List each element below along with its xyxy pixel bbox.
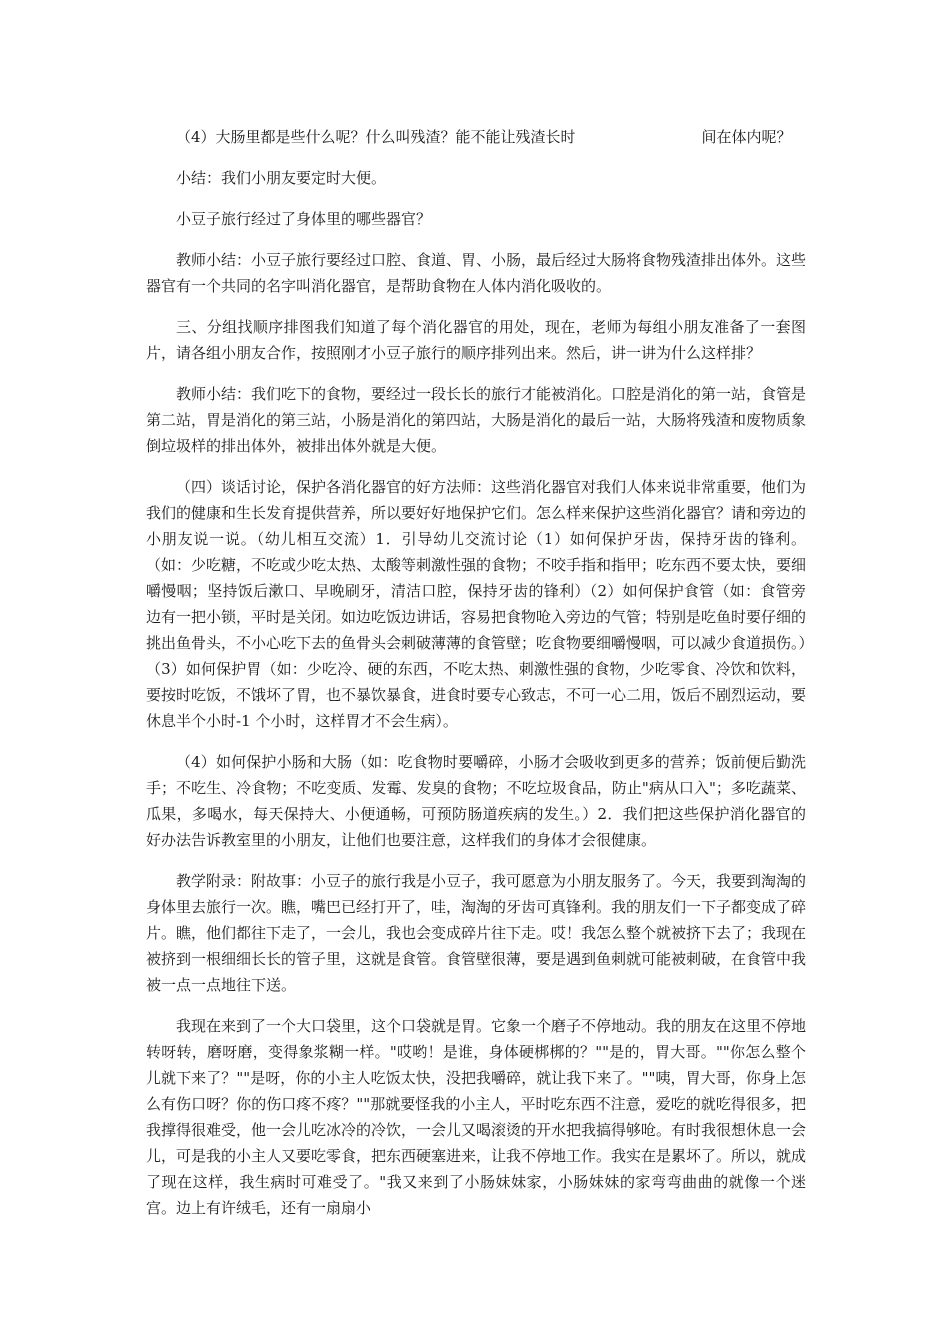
paragraph-protection-discussion: （四）谈话讨论，保护各消化器官的好方法师：这些消化器官对我们人体来说非常重要，他们为我们的健康和生长发育提供营养，所以要好好地保护它们。怎么样来保护这些消化器官？请和旁边的小朋友说一说。（幼儿相互交流）1．引导幼儿交流讨论（1）如何保护牙齿，保持牙齿的锋利。（如：少吃糖，不吃或少吃太热、太酸等刺激性强的食物；不咬手指和指甲；吃东西不要太快，要细嚼慢咽；坚持饭后漱口、早晚刷牙，清洁口腔，保持牙齿的锋利）（2）如何保护食管（如：食管旁边有一把小锁，平时是关闭。如边吃饭边讲话，容易把食物呛入旁边的气管；特别是吃鱼时要仔细的挑出鱼骨头，不小心吃下去的鱼骨头会刺破薄薄的食管壁；吃食物要细嚼慢咽，可以减少食道损伤。）（3）如何保护胃（如：少吃冷、硬的东西，不吃太热、刺激性强的食物，少吃零食、冷饮和饮料，要按时吃饭，不饿坏了胃，也不暴饮暴食，进食时要专心致志，不可一心二用，饭后不剧烈运动，要休息半个小时-1 个小时，这样胃才不会生病）。	[146, 478, 807, 730]
paragraph-text-part2: 间在体内呢？	[701, 128, 792, 146]
document-body	[146, 124, 806, 1236]
paragraph-teacher-summary-journey: 教师小结：我们吃下的食物，要经过一段长长的旅行才能被消化。口腔是消化的第一站，食管是第二站，胃是消化的第三站，小肠是消化的第四站，大肠是消化的最后一站，大肠将残渣和废物质象倒垃圾样的排出体外，被排出体外就是大便。	[146, 385, 807, 455]
paragraph-summary-bowel: 小结：我们小朋友要定时大便。	[176, 169, 387, 187]
paragraph-story-appendix: 教学附录：附故事：小豆子的旅行我是小豆子，我可愿意为小朋友服务了。今天，我要到淘淘的身体里去旅行一次。瞧，嘴巴已经打开了，哇，淘淘的牙齿可真锋利。我的朋友们一下子都变成了碎片。瞧，他们都往下走了，一会儿，我也会变成碎片往下走。哎！我怎么整个就被挤下去了；我现在被挤到一根细细长长的管子里，这就是食管。食管壁很薄，要是遇到鱼刺就可能被刺破，在食管中我被一点一点地往下送。	[146, 872, 807, 994]
paragraph-text-part1: （4）大肠里都是些什么呢？什么叫残渣？能不能让残渣长时	[176, 128, 576, 146]
paragraph-organs-question: 小豆子旅行经过了身体里的哪些器官？	[176, 210, 432, 228]
paragraph-protect-intestines: （4）如何保护小肠和大肠（如：吃食物时要嚼碎，小肠才会吸收到更多的营养；饭前便后勤洗手；不吃生、冷食物；不吃变质、发霉、发臭的食物；不吃垃圾食品，防止"病从口入"；多吃蔬菜、瓜果，多喝水，每天保持大、小便通畅，可预防肠道疾病的发生。）2．我们把这些保护消化器官的好办法告诉教室里的小朋友，让他们也要注意，这样我们的身体才会很健康。	[146, 753, 806, 849]
paragraph-teacher-summary-organs: 教师小结：小豆子旅行要经过口腔、食道、胃、小肠，最后经过大肠将食物残渣排出体外。这些器官有一个共同的名字叫消化器官，是帮助食物在人体内消化吸收的。	[146, 251, 807, 295]
paragraph-large-intestine-question	[146, 124, 806, 150]
paragraph-group-ordering: 三、分组找顺序排图我们知道了每个消化器官的用处，现在，老师为每组小朋友准备了一套图片，请各组小朋友合作，按照刚才小豆子旅行的顺序排列出来。然后，讲一讲为什么这样排？	[146, 318, 806, 362]
paragraph-story-stomach: 我现在来到了一个大口袋里，这个口袋就是胃。它象一个磨子不停地动。我的朋友在这里不停地转呀转，磨呀磨，变得象浆糊一样。"哎哟！是谁，身体硬梆梆的？""是的，胃大哥。""你怎么整个儿就下来了？""是呀，你的小主人吃饭太快，没把我嚼碎，就让我下来了。""咦，胃大哥，你身上怎么有伤口呀？你的伤口疼不疼？""那就要怪我的小主人，平时吃东西不注意，爱吃的就吃得很多，把我撑得很难受，他一会儿吃冰冷的冷饮，一会儿又喝滚烫的开水把我搞得够呛。有时我很想休息一会儿，可是我的小主人又要吃零食，把东西硬塞进来，让我不停地工作。我实在是累坏了。所以，就成了现在这样，我生病时可难受了。"我又来到了小肠妹妹家，小肠妹妹的家弯弯曲曲的就像一个迷宫。边上有许绒毛，还有一扇扇小	[146, 1017, 807, 1217]
